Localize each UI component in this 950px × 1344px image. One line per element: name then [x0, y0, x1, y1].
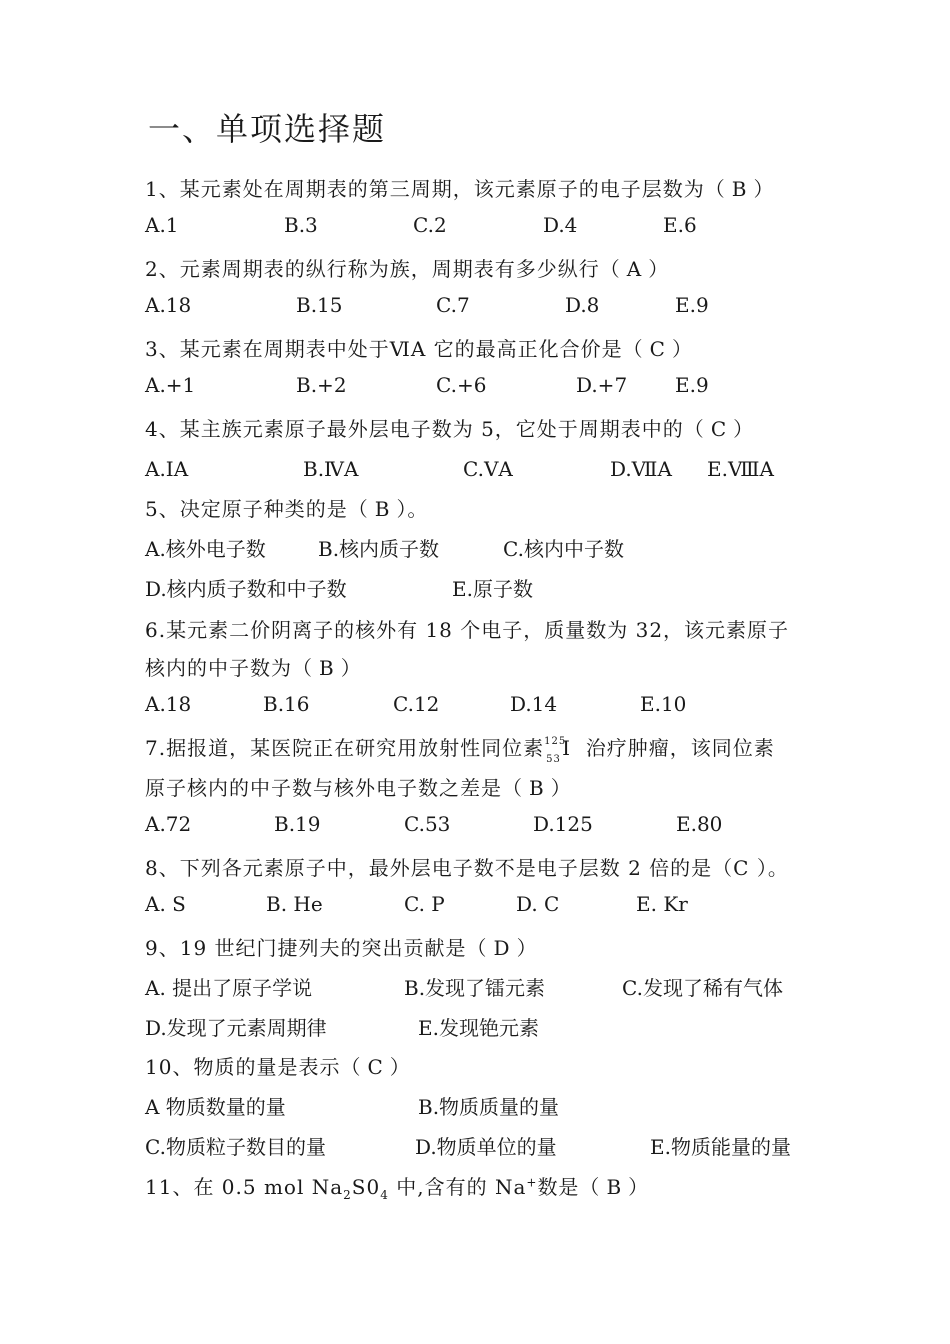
- question-11-stem-c: 中,含有的 Na: [388, 1175, 527, 1199]
- subscript-2: 2: [343, 1188, 352, 1202]
- question-7-option-b: B.19: [274, 812, 321, 836]
- question-5-option-b: B.核内质子数: [318, 537, 440, 561]
- question-11-stem-a: 11、在 0.5 mol Na: [145, 1175, 344, 1199]
- question-3-option-e: E.9: [675, 373, 709, 397]
- question-2-option-b: B.15: [296, 293, 343, 317]
- question-2-option-e: E.9: [675, 293, 709, 317]
- question-6-option-c: C.12: [393, 692, 440, 716]
- question-5-answer: B: [374, 497, 391, 521]
- question-8-option-a: A. S: [145, 892, 186, 916]
- question-1-option-b: B.3: [284, 213, 318, 237]
- question-4: [145, 413, 754, 442]
- question-10-option-a: A 物质数量的量: [145, 1095, 286, 1119]
- isotope-notation: [544, 735, 567, 765]
- superscript-plus: +: [526, 1175, 538, 1190]
- question-5-close: ）。: [396, 497, 429, 521]
- subscript-4: 4: [380, 1188, 389, 1202]
- question-3-option-c: C.+6: [436, 373, 487, 397]
- question-2-option-c: C.7: [436, 293, 470, 317]
- question-5-option-c: C.核内中子数: [503, 537, 624, 561]
- question-2-stem: 2、元素周期表的纵行称为族，周期表有多少纵行（: [145, 257, 621, 281]
- question-1-answer: B: [731, 177, 748, 201]
- question-7-stem: 原子核内的中子数与核外电子数之差是（: [145, 776, 523, 800]
- question-7-stem-a: 7.据报道，某医院正在研究用放射性同位素: [145, 736, 545, 760]
- question-2: [145, 253, 669, 282]
- question-3-close: ）: [671, 337, 693, 361]
- question-10-answer: C: [367, 1055, 384, 1079]
- question-3-option-b: B.+2: [296, 373, 347, 397]
- question-2-answer: A: [626, 257, 643, 281]
- question-11: [145, 1171, 649, 1202]
- question-7-line-2: [145, 772, 572, 801]
- question-4-stem: 4、某主族元素原子最外层电子数为 5，它处于周期表中的（: [145, 417, 705, 441]
- question-10-option-e: E.物质能量的量: [650, 1135, 791, 1159]
- question-4-option-b: B.ⅣA: [303, 457, 359, 481]
- question-8-option-c: C. P: [404, 892, 445, 916]
- question-10-option-c: C.物质粒子数目的量: [145, 1135, 326, 1159]
- question-6-close: ）: [340, 656, 362, 680]
- question-9-option-c: C.发现了稀有气体: [622, 976, 783, 1000]
- question-9-stem: 9、19 世纪门捷列夫的突出贡献是（: [145, 936, 488, 960]
- question-10-close: ）: [389, 1055, 411, 1079]
- question-1-close: ）: [753, 177, 775, 201]
- question-7-answer: B: [529, 776, 545, 800]
- question-6-answer: B: [319, 656, 335, 680]
- question-8: 8、下列各元素原子中，最外层电子数不是电子层数 2 倍的是（C ）。: [145, 856, 789, 880]
- isotope-mass: 125: [544, 735, 567, 747]
- question-9: [145, 932, 538, 961]
- question-5: [145, 493, 428, 522]
- question-11-stem-b: S0: [351, 1175, 381, 1199]
- question-3-stem: 3、某元素在周期表中处于ⅥA 它的最高正化合价是（: [145, 337, 644, 361]
- question-6-option-a: A.18: [145, 692, 192, 716]
- question-10: [145, 1051, 411, 1080]
- question-9-close: ）: [516, 936, 538, 960]
- section-title: 一、单项选择题: [148, 110, 387, 148]
- question-6-line-1: 6.某元素二价阴离子的核外有 18 个电子，质量数为 32，该元素原子: [145, 618, 790, 642]
- question-3: [145, 333, 693, 362]
- question-11-answer: B: [606, 1175, 623, 1199]
- question-1-option-c: C.2: [413, 213, 447, 237]
- question-3-answer: C: [649, 337, 666, 361]
- question-7-option-d: D.125: [533, 812, 593, 836]
- question-2-option-d: D.8: [565, 293, 600, 317]
- question-6-stem: 核内的中子数为（: [145, 656, 313, 680]
- question-9-option-e: E.发现铯元素: [418, 1016, 539, 1040]
- question-4-answer: C: [710, 417, 728, 441]
- question-2-option-a: A.18: [145, 293, 192, 317]
- question-5-option-a: A.核外电子数: [145, 537, 266, 561]
- question-1-option-a: A.1: [145, 213, 179, 237]
- question-7-option-e: E.80: [676, 812, 723, 836]
- question-10-option-d: D.物质单位的量: [415, 1135, 557, 1159]
- question-5-stem: 5、决定原子种类的是（: [145, 497, 369, 521]
- question-8-option-d: D. C: [516, 892, 560, 916]
- question-9-answer: D: [493, 936, 511, 960]
- question-4-close: ）: [733, 417, 755, 441]
- question-9-option-a: A. 提出了原子学说: [145, 976, 313, 1000]
- question-9-option-d: D.发现了元素周期律: [145, 1016, 327, 1040]
- question-7-option-a: A.72: [145, 812, 192, 836]
- question-3-option-d: D.+7: [576, 373, 628, 397]
- question-8-option-e: E. Kr: [636, 892, 688, 916]
- question-7-option-c: C.53: [404, 812, 451, 836]
- question-7-line-1: [145, 732, 775, 765]
- question-7-close: ）: [550, 776, 572, 800]
- question-1-option-e: E.6: [663, 213, 697, 237]
- isotope-symbol: I: [562, 736, 571, 760]
- question-6-option-b: B.16: [263, 692, 310, 716]
- question-5-option-e: E.原子数: [452, 577, 533, 601]
- question-6-option-e: E.10: [640, 692, 687, 716]
- question-1: [145, 173, 774, 202]
- question-4-option-d: D.ⅦA: [610, 457, 672, 481]
- question-7-stem-b: 治疗肿瘤，该同位素: [585, 736, 775, 760]
- isotope-number: 53: [546, 753, 561, 765]
- question-3-option-a: A.+1: [145, 373, 196, 397]
- question-2-close: ）: [648, 257, 670, 281]
- question-6-option-d: D.14: [510, 692, 558, 716]
- question-8-option-b: B. He: [266, 892, 323, 916]
- question-5-option-d: D.核内质子数和中子数: [145, 577, 347, 601]
- question-1-stem: 1、某元素处在周期表的第三周期，该元素原子的电子层数为（: [145, 177, 726, 201]
- question-10-stem: 10、物质的量是表示（: [145, 1055, 362, 1079]
- question-6-line-2: [145, 652, 362, 681]
- question-11-close: ）: [628, 1175, 650, 1199]
- question-4-option-a: A.ⅠA: [145, 457, 189, 481]
- question-11-stem-d: 数是（: [537, 1175, 601, 1199]
- question-1-option-d: D.4: [543, 213, 578, 237]
- question-4-option-c: C.ⅤA: [463, 457, 513, 481]
- question-10-option-b: B.物质质量的量: [418, 1095, 560, 1119]
- question-4-option-e: E.ⅧA: [707, 457, 774, 481]
- question-9-option-b: B.发现了镭元素: [404, 976, 546, 1000]
